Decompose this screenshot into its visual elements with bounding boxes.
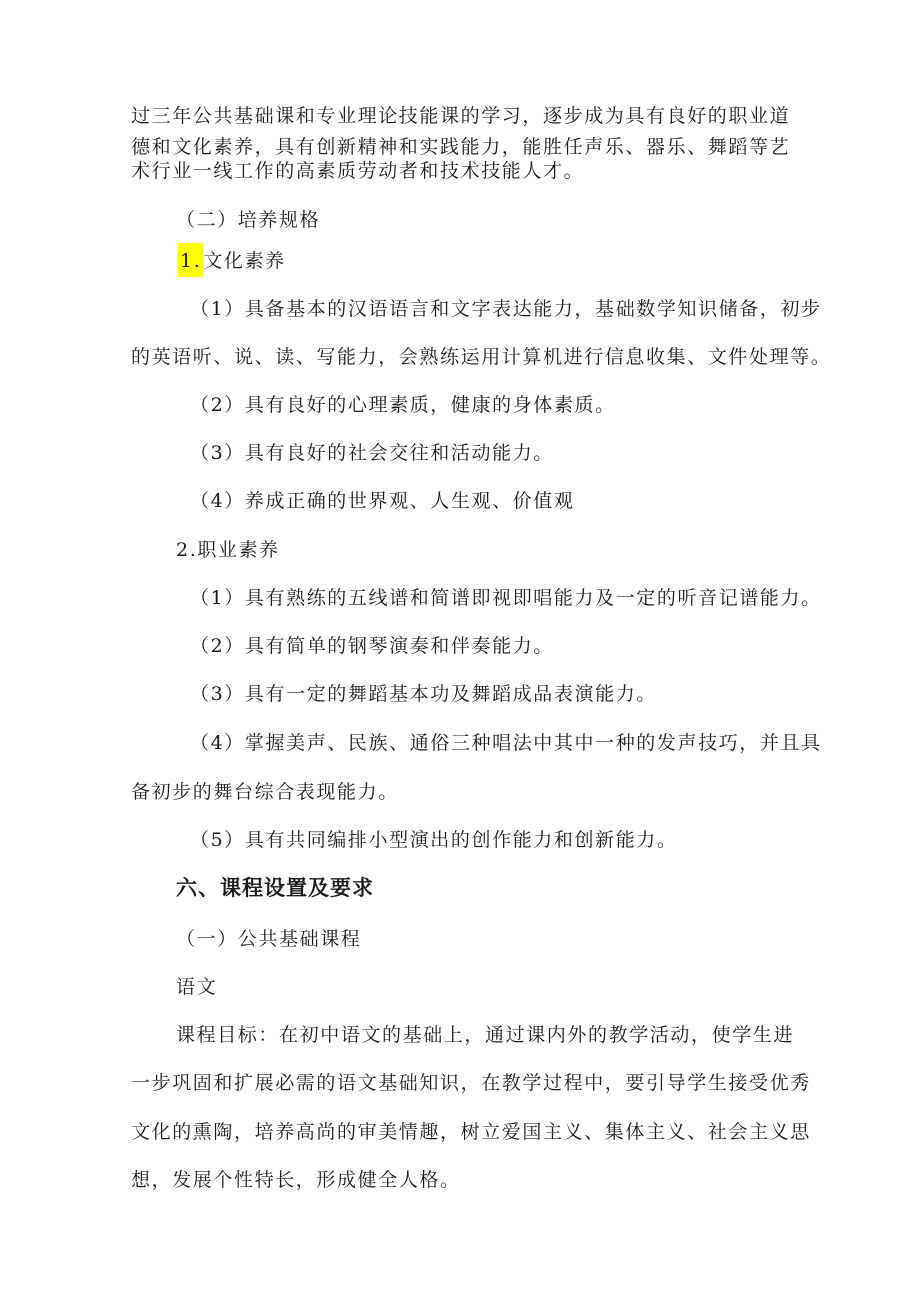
culture-item-2: （2）具有良好的心理素质，健康的身体素质。 (190, 394, 616, 416)
culture-label: 文化素养 (203, 250, 286, 272)
culture-item-3: （3）具有良好的社会交往和活动能力。 (190, 442, 554, 464)
course-goal-line-4: 想，发展个性特长，形成健全人格。 (131, 1169, 461, 1191)
culture-item-4: （4）养成正确的世界观、人生观、价值观 (190, 490, 575, 512)
course-name: 语文 (176, 976, 218, 998)
career-item-4-line-1: （4）掌握美声、民族、通俗三种唱法中其中一种的发声技巧，并且具 (190, 732, 822, 754)
career-item-2: （2）具有简单的钢琴演奏和伴奏能力。 (190, 635, 554, 657)
career-item-4-line-2: 备初步的舞台综合表现能力。 (131, 781, 399, 803)
course-goal-line-3: 文化的熏陶，培养高尚的审美情趣，树立爱国主义、集体主义、社会主义思 (131, 1121, 811, 1143)
section-6-sub-1: （一）公共基础课程 (176, 928, 362, 950)
culture-number-highlight: 1. (178, 243, 203, 277)
culture-item-1-line-2: 的英语听、说、读、写能力，会熟练运用计算机进行信息收集、文件处理等。 (131, 346, 832, 368)
career-item-1: （1）具有熟练的五线谱和简谱即视即唱能力及一定的听音记谱能力。 (190, 587, 822, 609)
section-6-heading: 六、课程设置及要求 (176, 876, 374, 900)
course-goal-line-2: 一步巩固和扩展必需的语文基础知识，在教学过程中，要引导学生接受优秀 (131, 1072, 811, 1094)
intro-line-3: 术行业一线工作的高素质劳动者和技术技能人才。 (131, 160, 585, 182)
career-title: 2.职业素养 (176, 539, 280, 561)
culture-heading (178, 249, 286, 277)
culture-item-1-line-1: （1）具备基本的汉语语言和文字表达能力，基础数学知识储备，初步 (190, 298, 822, 320)
career-item-5: （5）具有共同编排小型演出的创作能力和创新能力。 (190, 829, 678, 851)
intro-line-1: 过三年公共基础课和专业理论技能课的学习，逐步成为具有良好的职业道 (131, 105, 791, 127)
career-item-3: （3）具有一定的舞蹈基本功及舞蹈成品表演能力。 (190, 683, 657, 705)
spec-title: （二）培养规格 (176, 209, 321, 231)
intro-line-2: 德和文化素养，具有创新精神和实践能力，能胜任声乐、器乐、舞蹈等艺 (131, 136, 791, 158)
course-goal-line-1: 课程目标：在初中语文的基础上，通过课内外的教学活动，使学生进 (176, 1024, 795, 1046)
